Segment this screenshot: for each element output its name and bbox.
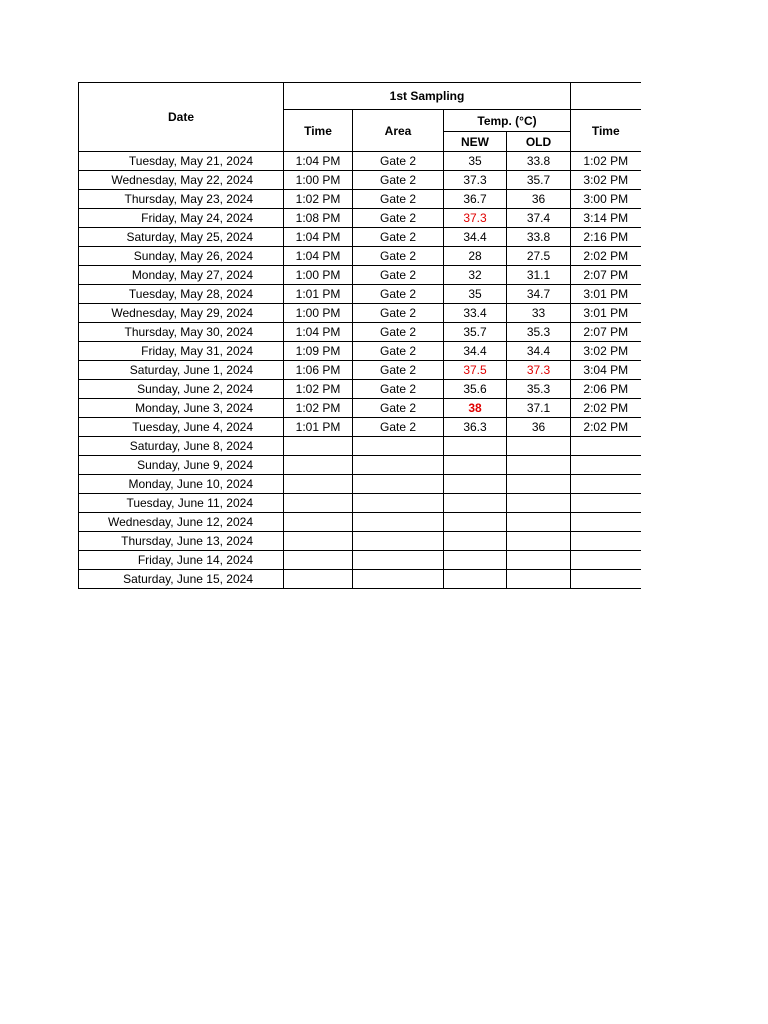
- table-row: [79, 323, 641, 342]
- temp-new-cell: 28: [444, 247, 507, 266]
- date-cell: Monday, May 27, 2024: [79, 266, 284, 285]
- area-cell: [353, 437, 444, 456]
- time2-cell: 3:00 PM: [571, 190, 641, 209]
- date-cell: Sunday, June 2, 2024: [79, 380, 284, 399]
- table-body: [79, 152, 641, 589]
- table-row: [79, 304, 641, 323]
- time2-cell: 2:16 PM: [571, 228, 641, 247]
- time-cell: 1:09 PM: [284, 342, 353, 361]
- table-row: [79, 342, 641, 361]
- area-cell: [353, 513, 444, 532]
- time-cell: [284, 494, 353, 513]
- temp-new-cell: [444, 494, 507, 513]
- table-row: [79, 570, 641, 589]
- date-cell: Thursday, May 23, 2024: [79, 190, 284, 209]
- area-cell: Gate 2: [353, 323, 444, 342]
- area-cell: Gate 2: [353, 399, 444, 418]
- time2-cell: 2:06 PM: [571, 380, 641, 399]
- date-cell: Saturday, June 15, 2024: [79, 570, 284, 589]
- time-cell: 1:00 PM: [284, 266, 353, 285]
- time2-cell: [571, 494, 641, 513]
- time2-cell: 2:07 PM: [571, 323, 641, 342]
- time-cell: 1:08 PM: [284, 209, 353, 228]
- time2-cell: [571, 551, 641, 570]
- temp-new-cell: 35.6: [444, 380, 507, 399]
- time2-cell: 3:02 PM: [571, 342, 641, 361]
- time-cell: 1:01 PM: [284, 285, 353, 304]
- temp-new-cell: 34.4: [444, 342, 507, 361]
- header-time: Time: [284, 110, 353, 152]
- date-cell: Monday, June 10, 2024: [79, 475, 284, 494]
- temp-old-cell: [507, 551, 571, 570]
- temp-new-cell: 37.3: [444, 209, 507, 228]
- table-row: [79, 285, 641, 304]
- temp-new-cell: 37.5: [444, 361, 507, 380]
- time-cell: 1:04 PM: [284, 323, 353, 342]
- temp-old-cell: 35.3: [507, 323, 571, 342]
- time-cell: 1:02 PM: [284, 190, 353, 209]
- time2-cell: 2:02 PM: [571, 247, 641, 266]
- time-cell: 1:00 PM: [284, 304, 353, 323]
- area-cell: Gate 2: [353, 228, 444, 247]
- header-2nd-sampling-partial: [571, 83, 641, 110]
- time2-cell: [571, 513, 641, 532]
- table-row: [79, 152, 641, 171]
- time2-cell: [571, 532, 641, 551]
- temp-old-cell: 34.4: [507, 342, 571, 361]
- area-cell: [353, 551, 444, 570]
- header-1st-sampling: 1st Sampling: [284, 83, 571, 110]
- temp-new-cell: 34.4: [444, 228, 507, 247]
- temp-new-cell: [444, 551, 507, 570]
- time-cell: [284, 513, 353, 532]
- temp-old-cell: 37.4: [507, 209, 571, 228]
- time2-cell: 2:07 PM: [571, 266, 641, 285]
- date-cell: Saturday, May 25, 2024: [79, 228, 284, 247]
- date-cell: Tuesday, June 11, 2024: [79, 494, 284, 513]
- date-cell: Monday, June 3, 2024: [79, 399, 284, 418]
- temp-old-cell: [507, 532, 571, 551]
- area-cell: [353, 494, 444, 513]
- time-cell: 1:02 PM: [284, 399, 353, 418]
- date-cell: Tuesday, May 28, 2024: [79, 285, 284, 304]
- temp-new-cell: [444, 513, 507, 532]
- table-row: [79, 190, 641, 209]
- temp-new-cell: 35.7: [444, 323, 507, 342]
- header-new: NEW: [444, 132, 507, 152]
- date-cell: Wednesday, May 22, 2024: [79, 171, 284, 190]
- time2-cell: 1:02 PM: [571, 152, 641, 171]
- temp-new-cell: [444, 456, 507, 475]
- time-cell: 1:00 PM: [284, 171, 353, 190]
- header-date: Date: [79, 83, 284, 152]
- table-row: [79, 266, 641, 285]
- temp-new-cell: 38: [444, 399, 507, 418]
- table-row: [79, 380, 641, 399]
- date-cell: Saturday, June 8, 2024: [79, 437, 284, 456]
- time-cell: 1:04 PM: [284, 152, 353, 171]
- temp-new-cell: 35: [444, 285, 507, 304]
- table-row: [79, 551, 641, 570]
- time-cell: 1:04 PM: [284, 228, 353, 247]
- date-cell: Sunday, June 9, 2024: [79, 456, 284, 475]
- time-cell: [284, 456, 353, 475]
- temp-old-cell: 34.7: [507, 285, 571, 304]
- table-row: [79, 228, 641, 247]
- date-cell: Friday, May 24, 2024: [79, 209, 284, 228]
- temp-old-cell: [507, 475, 571, 494]
- temp-new-cell: 37.3: [444, 171, 507, 190]
- date-cell: Tuesday, June 4, 2024: [79, 418, 284, 437]
- temp-old-cell: [507, 456, 571, 475]
- area-cell: Gate 2: [353, 247, 444, 266]
- date-cell: Friday, May 31, 2024: [79, 342, 284, 361]
- temp-old-cell: 37.3: [507, 361, 571, 380]
- area-cell: [353, 475, 444, 494]
- sampling-table: [78, 82, 641, 589]
- temp-old-cell: 33: [507, 304, 571, 323]
- table-header: [79, 83, 641, 152]
- area-cell: Gate 2: [353, 361, 444, 380]
- time-cell: 1:01 PM: [284, 418, 353, 437]
- temp-old-cell: 33.8: [507, 228, 571, 247]
- temp-new-cell: [444, 475, 507, 494]
- temp-new-cell: 33.4: [444, 304, 507, 323]
- table-row: [79, 532, 641, 551]
- temp-new-cell: [444, 532, 507, 551]
- temp-new-cell: [444, 437, 507, 456]
- temp-new-cell: 36.7: [444, 190, 507, 209]
- area-cell: Gate 2: [353, 380, 444, 399]
- area-cell: Gate 2: [353, 209, 444, 228]
- temp-old-cell: [507, 437, 571, 456]
- area-cell: Gate 2: [353, 266, 444, 285]
- date-cell: Wednesday, June 12, 2024: [79, 513, 284, 532]
- time-cell: [284, 551, 353, 570]
- temp-old-cell: 35.3: [507, 380, 571, 399]
- table-row: [79, 247, 641, 266]
- temp-old-cell: 31.1: [507, 266, 571, 285]
- time2-cell: 3:04 PM: [571, 361, 641, 380]
- time-cell: [284, 532, 353, 551]
- temp-new-cell: 32: [444, 266, 507, 285]
- date-cell: Thursday, May 30, 2024: [79, 323, 284, 342]
- time-cell: [284, 437, 353, 456]
- table-row: [79, 209, 641, 228]
- area-cell: Gate 2: [353, 342, 444, 361]
- area-cell: Gate 2: [353, 171, 444, 190]
- temp-old-cell: [507, 513, 571, 532]
- table-row: [79, 418, 641, 437]
- time-cell: [284, 570, 353, 589]
- temp-old-cell: 36: [507, 418, 571, 437]
- area-cell: Gate 2: [353, 418, 444, 437]
- date-cell: Saturday, June 1, 2024: [79, 361, 284, 380]
- time2-cell: 2:02 PM: [571, 399, 641, 418]
- header-temp: Temp. (°C): [444, 110, 571, 132]
- header-area: Area: [353, 110, 444, 152]
- area-cell: Gate 2: [353, 152, 444, 171]
- time2-cell: 3:14 PM: [571, 209, 641, 228]
- date-cell: Wednesday, May 29, 2024: [79, 304, 284, 323]
- table-row: [79, 513, 641, 532]
- time2-cell: 3:02 PM: [571, 171, 641, 190]
- date-cell: Tuesday, May 21, 2024: [79, 152, 284, 171]
- time2-cell: [571, 570, 641, 589]
- temp-old-cell: 36: [507, 190, 571, 209]
- temp-new-cell: 36.3: [444, 418, 507, 437]
- table-row: [79, 475, 641, 494]
- table-row: [79, 361, 641, 380]
- time2-cell: 3:01 PM: [571, 285, 641, 304]
- date-cell: Friday, June 14, 2024: [79, 551, 284, 570]
- table-row: [79, 437, 641, 456]
- header-old: OLD: [507, 132, 571, 152]
- time2-cell: 3:01 PM: [571, 304, 641, 323]
- temp-old-cell: 33.8: [507, 152, 571, 171]
- area-cell: Gate 2: [353, 304, 444, 323]
- table-row: [79, 171, 641, 190]
- table-row: [79, 399, 641, 418]
- time-cell: [284, 475, 353, 494]
- temp-old-cell: 37.1: [507, 399, 571, 418]
- header-time-2: Time: [571, 110, 641, 152]
- area-cell: [353, 532, 444, 551]
- temp-old-cell: 27.5: [507, 247, 571, 266]
- table-row: [79, 494, 641, 513]
- area-cell: [353, 456, 444, 475]
- time2-cell: [571, 437, 641, 456]
- area-cell: Gate 2: [353, 190, 444, 209]
- temp-new-cell: 35: [444, 152, 507, 171]
- temp-old-cell: 35.7: [507, 171, 571, 190]
- time2-cell: [571, 475, 641, 494]
- time-cell: 1:02 PM: [284, 380, 353, 399]
- date-cell: Sunday, May 26, 2024: [79, 247, 284, 266]
- time-cell: 1:06 PM: [284, 361, 353, 380]
- temp-old-cell: [507, 570, 571, 589]
- area-cell: [353, 570, 444, 589]
- temp-new-cell: [444, 570, 507, 589]
- temp-old-cell: [507, 494, 571, 513]
- time-cell: 1:04 PM: [284, 247, 353, 266]
- time2-cell: 2:02 PM: [571, 418, 641, 437]
- area-cell: Gate 2: [353, 285, 444, 304]
- date-cell: Thursday, June 13, 2024: [79, 532, 284, 551]
- table-row: [79, 456, 641, 475]
- time2-cell: [571, 456, 641, 475]
